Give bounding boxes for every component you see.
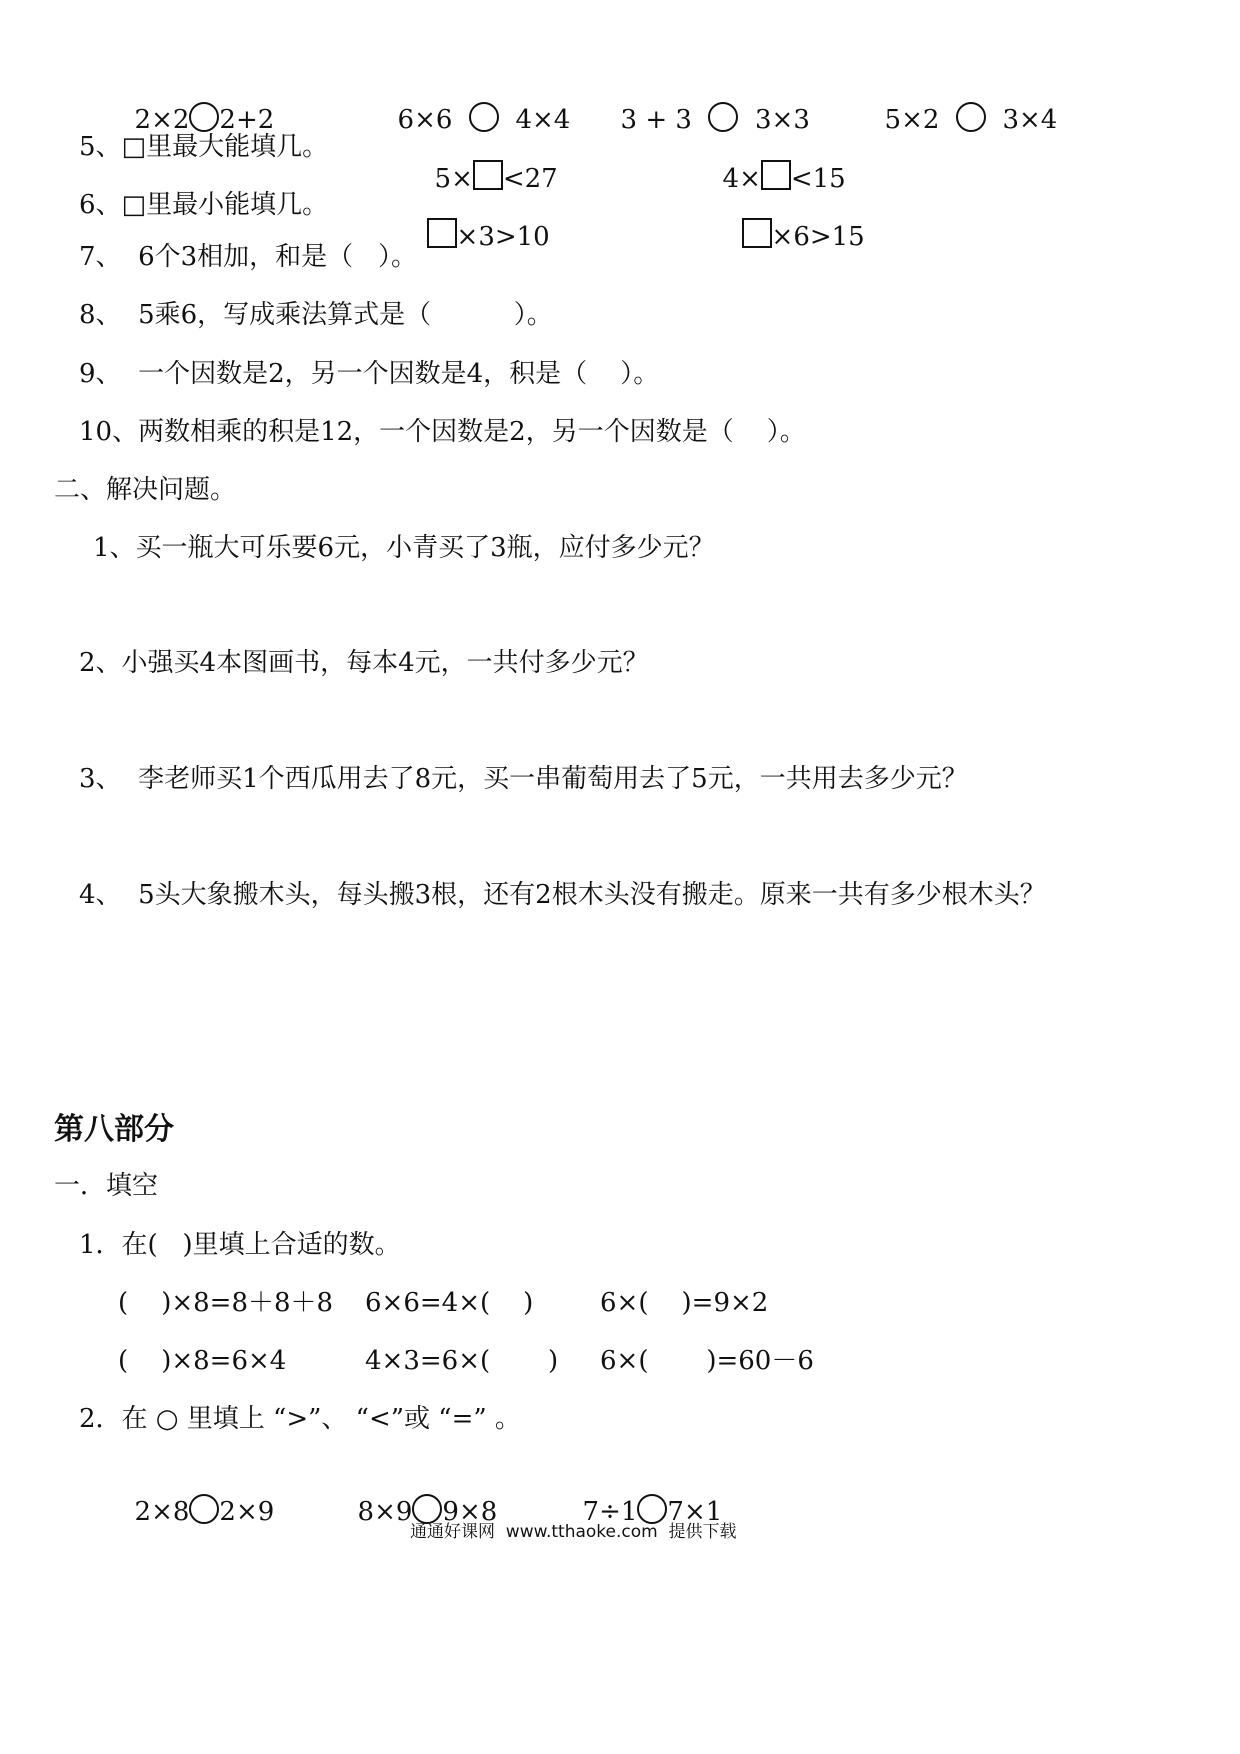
expr: 2×2 bbox=[134, 105, 190, 135]
answer-box[interactable] bbox=[742, 218, 772, 248]
answer-circle[interactable] bbox=[956, 102, 986, 132]
question-5-expr-2 bbox=[706, 134, 846, 192]
expr: 5× bbox=[434, 164, 473, 194]
section-2-title: 二、解决问题。 bbox=[54, 475, 237, 505]
compare-expr-2 bbox=[341, 1468, 497, 1525]
fill-expr: 6×( )=60－6 bbox=[600, 1346, 814, 1376]
problem-1: 1、买一瓶大可乐要6元，小青买了3瓶，应付多少元？ bbox=[93, 533, 715, 563]
expr: <15 bbox=[790, 164, 846, 194]
question-5-label: 5、□里最大能填几。 bbox=[79, 132, 329, 162]
expr: <27 bbox=[502, 164, 558, 194]
expr: 5×2 bbox=[884, 105, 940, 135]
expr: 6×6 bbox=[397, 105, 453, 135]
answer-circle[interactable] bbox=[637, 1494, 667, 1524]
compare-expr-1 bbox=[118, 1468, 274, 1525]
question-7: 7、 6个3相加，和是（ ）。 bbox=[79, 242, 417, 272]
question-8: 8、 5乘6，写成乘法算式是（ ）。 bbox=[79, 300, 553, 330]
fill-expr: 4×3=6×( ) bbox=[365, 1346, 559, 1376]
answer-box[interactable] bbox=[473, 160, 503, 190]
expr: 7×1 bbox=[667, 1497, 723, 1527]
compare-expr-3 bbox=[566, 1468, 722, 1525]
part-8-heading: 第八部分 bbox=[54, 1112, 174, 1147]
compare-row-top bbox=[118, 76, 274, 133]
problem-4: 4、 5头大象搬木头，每头搬3根，还有2根木头没有搬走。原来一共有多少根木头？ bbox=[79, 880, 1046, 910]
expr: 8×9 bbox=[357, 1497, 413, 1527]
part-8-subheading: 一．填空 bbox=[54, 1171, 159, 1201]
expr: 2×8 bbox=[134, 1497, 190, 1527]
answer-circle[interactable] bbox=[189, 1494, 219, 1524]
fill-expr: ( )×8=8＋8＋8 bbox=[118, 1288, 334, 1318]
page-footer: 通通好课网 www.tthaoke.com 提供下载 bbox=[410, 1522, 737, 1542]
expr: 7÷1 bbox=[582, 1497, 638, 1527]
question-6-label: 6、□里最小能填几。 bbox=[79, 190, 329, 220]
compare-d bbox=[868, 76, 1057, 133]
compare-b bbox=[381, 76, 570, 133]
question-6-expr-2 bbox=[725, 192, 865, 250]
expr: 2+2 bbox=[219, 105, 275, 135]
compare-c bbox=[604, 76, 810, 133]
expr: ×6>15 bbox=[771, 222, 865, 252]
question-6-expr-1 bbox=[410, 192, 550, 250]
fill-expr: ( )×8=6×4 bbox=[118, 1346, 287, 1376]
part-8-question-2: 2．在 ○ 里填上 “>”、 “<”或 “=” 。 bbox=[79, 1404, 521, 1434]
answer-box[interactable] bbox=[427, 218, 457, 248]
part-8-question-1: 1．在( )里填上合适的数。 bbox=[79, 1230, 401, 1260]
problem-2: 2、小强买4本图画书，每本4元，一共付多少元？ bbox=[79, 648, 649, 678]
answer-circle[interactable] bbox=[189, 102, 219, 132]
expr: 9×8 bbox=[442, 1497, 498, 1527]
question-5-expr-1 bbox=[418, 134, 558, 192]
question-9: 9、 一个因数是2，另一个因数是4，积是（ ）。 bbox=[79, 359, 660, 389]
answer-circle[interactable] bbox=[412, 1494, 442, 1524]
fill-expr: 6×6=4×( ) bbox=[365, 1288, 534, 1318]
question-10: 10、两数相乘的积是12，一个因数是2，另一个因数是（ ）。 bbox=[79, 417, 806, 447]
fill-expr: 6×( )=9×2 bbox=[600, 1288, 769, 1318]
expr: 4× bbox=[722, 164, 761, 194]
answer-circle[interactable] bbox=[469, 102, 499, 132]
answer-circle[interactable] bbox=[708, 102, 738, 132]
expr: 3 + 3 bbox=[620, 105, 692, 135]
answer-box[interactable] bbox=[761, 160, 791, 190]
expr: 3×3 bbox=[755, 105, 810, 135]
expr: 4×4 bbox=[515, 105, 571, 135]
problem-3: 3、 李老师买1个西瓜用去了8元，买一串葡萄用去了5元，一共用去多少元？ bbox=[79, 764, 968, 794]
expr: ×3>10 bbox=[456, 222, 550, 252]
expr: 2×9 bbox=[219, 1497, 275, 1527]
expr: 3×4 bbox=[1002, 105, 1058, 135]
